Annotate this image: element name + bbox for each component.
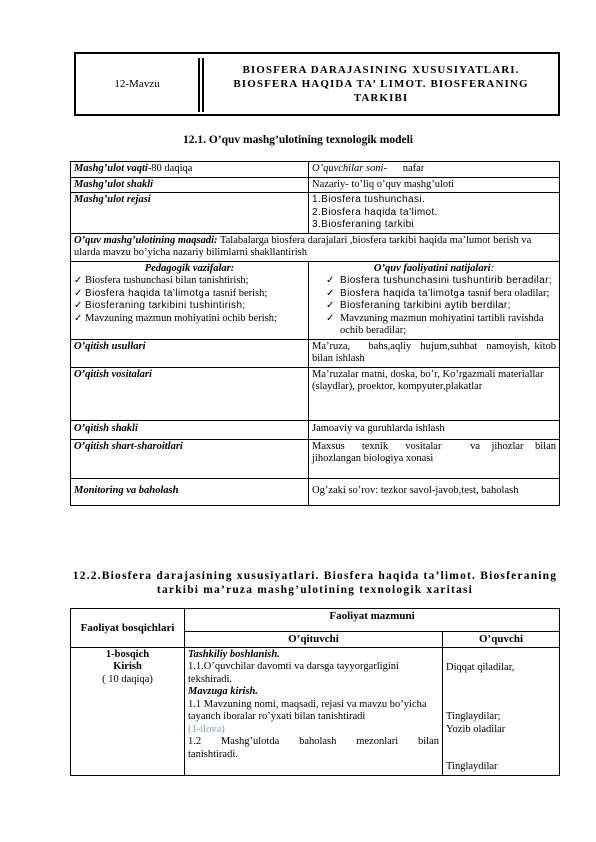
list-item: ✓ Biosfera tushunchasini tushuntirib beradilar;	[312, 275, 556, 288]
lesson-number: 12-Mavzu	[114, 78, 160, 90]
table-row: O’qitish vositalari Ma’ruzalar matni, doska, bo’r, Ko’rgazmali materiallar (slaydlar), proektor, kompyuter,plakatlar	[71, 367, 560, 420]
stage-cell: 1-bosqich Kirish ( 10 daqiqa)	[71, 647, 185, 775]
table-row: O’qituvchi O’quvchi	[71, 632, 560, 648]
pedagogical-tasks: Pedagogik vazifalar: ✓ Biosfera tushunchasi bilan tanishtirish; ✓ Biosfera haqida ta’limotga tasnif berish; ✓ Biosferaning tarkibini tushintirish; ✓ Mavzuning mazmun mohiyatini ochib berish;	[71, 261, 309, 339]
table-row	[71, 261, 560, 339]
table-row: Mashg’ulot rejasi 1.Biosfera tushunchasi. 2.Biosfera haqida ta’limot. 3.Biosferaning tarkibi	[71, 193, 560, 234]
lesson-title: BIOSFERA DARAJASINING XUSUSIYATLARI. BIOSFERA HAQIDA TA’ LIMOT. BIOSFERANING TARKIBI	[233, 64, 529, 104]
table-row: Mashg’ulot shakli Nazariy- to’liq o’quv mashg’uloti	[71, 177, 560, 193]
table-row: Faoliyat bosqichlari Faoliyat mazmuni	[71, 609, 560, 632]
table-row: Monitoring va baholash Og’zaki so’rov: tezkor savol-javob,test, baholash	[71, 478, 560, 505]
list-item: ✓ Mavzuning mazmun mohiyatini tartibli ravishda ochib beradilar;	[312, 313, 556, 338]
section-title: 12.2.Biosfera darajasining xususiyatlari. Biosfera haqida ta’limot. Biosferaning tarkibi ma’ruza mashg’ulotining texnologik xaritasi	[72, 570, 558, 596]
technology-model-table	[70, 161, 560, 506]
technology-map-table	[70, 608, 560, 776]
list-item: ✓ Biosfera haqida ta’limotga tasnif berish;	[74, 288, 305, 301]
table-row: O’qitish shart-sharoitlari Maxsus texnik vositalar va jihozlar bilan jihozlangan biologiya xonasi	[71, 439, 560, 478]
table-row: Mashg’ulot vaqti-80 daqiqa O’quvchilar soni- nafar	[71, 162, 560, 178]
list-item: ✓ Biosferaning tarkibini aytib berdilar;	[312, 300, 556, 313]
list-item: ✓ Mavzuning mazmun mohiyatini ochib berish;	[74, 313, 305, 326]
list-item: ✓ Biosferaning tarkibini tushintirish;	[74, 300, 305, 313]
learning-results: O’quv faoliyatini natijalari: ✓ Biosfera tushunchasini tushuntirib beradilar; ✓ Biosfera haqida ta’limotga tasnif bera oladilar; ✓ Biosferaning tarkibini aytib berdilar; ✓ Mavzuning mazmun mohiyatini tartibli ravishda ochib beradilar;	[309, 261, 560, 339]
section-title: 12.1. O’quv mashg’ulotining texnologik modeli	[182, 134, 414, 146]
table-row	[71, 647, 560, 775]
table-row: O’quv mashg’ulotining maqsadi: Talabalarga biosfera darajalari ,biosfera tarkibi haqida ma’lumot berish va ularda mavzu bo’yicha nazariy bilimlarni shakllantirish	[71, 233, 560, 261]
table-row: O’qitish shakli Jamoaviy va guruhlarda ishlash	[71, 420, 560, 439]
table-row: O’qitish usullari Ma’ruza, bahs,aqliy hujum,suhbat namoyish, kitob bilan ishlash	[71, 339, 560, 367]
student-activity: Diqqat qiladilar, Tinglaydilar; Yozib oladilar Tinglaydilar	[443, 647, 560, 775]
header-divider	[202, 58, 204, 112]
list-item: ✓ Biosfera tushunchasi bilan tanishtirish;	[74, 275, 305, 288]
header-divider	[198, 58, 200, 112]
teacher-activity: Tashkiliy boshlanish. 1.1.O’quvchilar davomti va darsga tayyorgarligini tekshiradi. Mavzuga kirish. 1.1 Mavzuning nomi, maqsadi, rejasi va mavzu bo’yicha tayanch iboralar ro’yxati bilan tanishtiradi (1-ilova) 1.2 Mashg’ulotda baholash mezonlari bilan tanishtiradi.	[185, 647, 443, 775]
lesson-header	[74, 52, 560, 116]
list-item: ✓ Biosfera haqida ta’limotga tasnif bera oladilar;	[312, 288, 556, 301]
plan-list: 1.Biosfera tushunchasi. 2.Biosfera haqida ta’limot. 3.Biosferaning tarkibi	[309, 193, 560, 234]
